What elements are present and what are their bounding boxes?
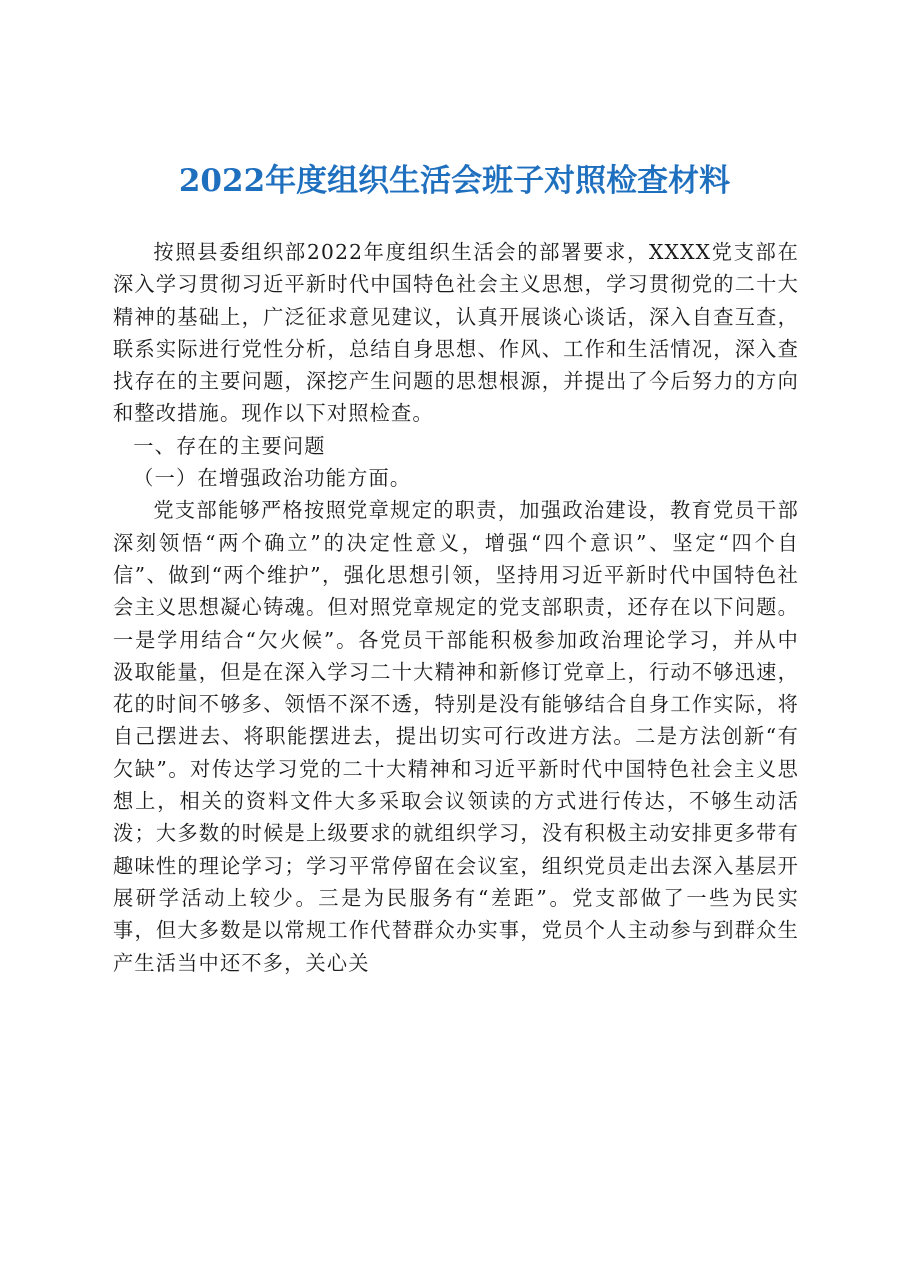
section-heading: 一、存在的主要问题 — [133, 433, 326, 458]
document-title: 2022年度组织生活会班子对照检查材料 — [178, 163, 731, 199]
intro-paragraph: 按照县委组织部2022年度组织生活会的部署要求，XXXX党支部在深入学习贯彻习近平新时代中国特色社会主义思想，学习贯彻党的二十大精神的基础上，广泛征求意见建议，认真开展谈心谈话，深入自查互查，联系实际进行党性分析，总结自身思想、作风、工作和生活情况，深入查找存在的主要问题，深挖产生问题的思想根源，并提出了今后努力的方向和整改措施。现作以下对照检查。 — [113, 240, 799, 426]
subsection-paragraph: 党支部能够严格按照党章规定的职责，加强政治建设，教育党员干部深刻领悟“两个确立”的决定性意义，增强“四个意识”、坚定“四个自信”、做到“两个维护”，强化思想引领，坚持用习近平新时代中国特色社会主义思想凝心铸魂。但对照党章规定的党支部职责，还存在以下问题。一是学用结合“欠火候”。各党员干部能积极参加政治理论学习，并从中汲取能量，但是在深入学习二十大精神和新修订党章上，行动不够迅速，花的时间不够多、领悟不深不透，特别是没有能够结合自身工作实际，将自己摆进去、将职能摆进去，提出切实可行改进方法。二是方法创新“有欠缺”。对传达学习党的二十大精神和习近平新时代中国特色社会主义思想上，相关的资料文件大多采取会议领读的方式进行传达，不够生动活泼；大多数的时候是上级要求的就组织学习，没有积极主动安排更多带有趣味性的理论学习；学习平常停留在会议室，组织党员走出去深入基层开展研学活动上较少。三是为民服务有“差距”。党支部做了一些为民实事，但大多数是以常规工作代替群众办实事，党员个人主动参与到群众生产生活当中还不多，关心关 — [113, 498, 799, 975]
subsection-heading: （一）在增强政治功能方面。 — [133, 466, 412, 491]
document-body — [113, 236, 799, 979]
